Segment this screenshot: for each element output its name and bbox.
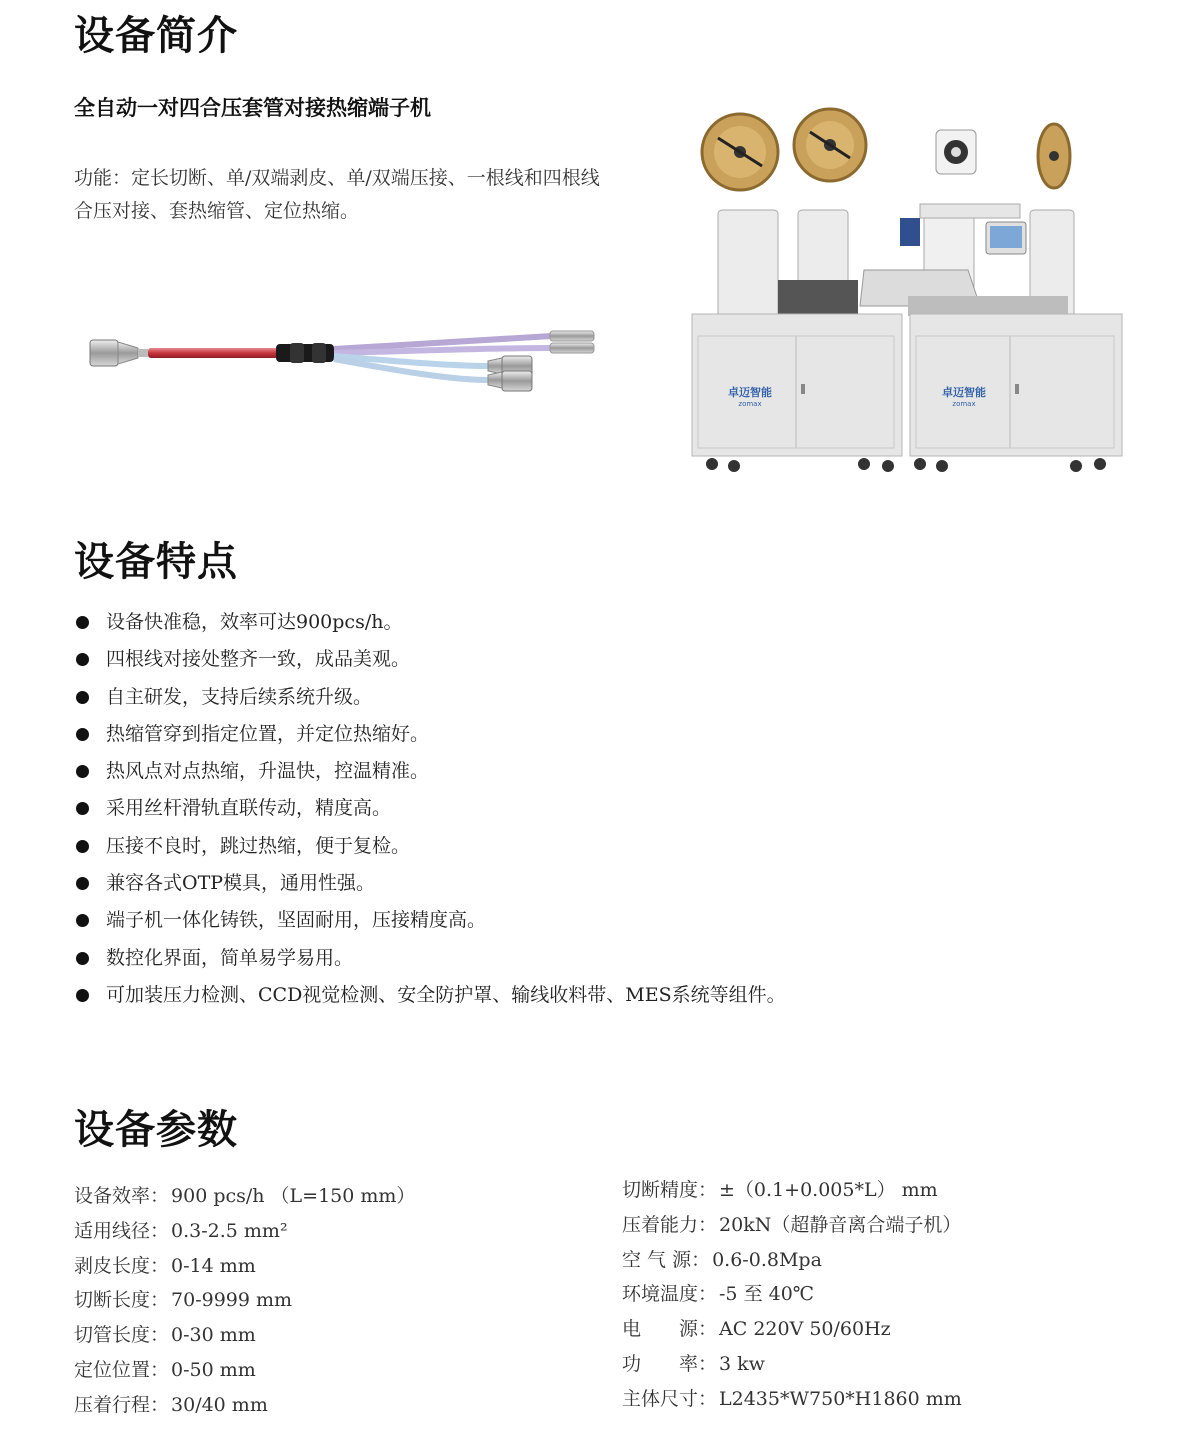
- machine-brand-right: 卓迈智能: [942, 386, 986, 399]
- bullet-icon: [76, 989, 89, 1002]
- param-row: [622, 1277, 962, 1312]
- machine-brand-left: 卓迈智能: [728, 386, 772, 399]
- param-label: 电 源：: [622, 1318, 718, 1341]
- param-row: [74, 1318, 415, 1353]
- param-row: [622, 1173, 962, 1208]
- param-value: 0-50 mm: [171, 1358, 256, 1381]
- param-row: [74, 1388, 415, 1423]
- param-label: 适用线径：: [74, 1219, 170, 1242]
- bullet-icon: [76, 728, 89, 741]
- feature-item: 端子机一体化铸铁，坚固耐用，压接精度高。: [74, 902, 786, 939]
- bullet-icon: [76, 952, 89, 965]
- param-value: -5 至 40℃: [719, 1283, 815, 1306]
- features-heading: 设备特点: [74, 539, 238, 585]
- param-row: [74, 1214, 415, 1249]
- param-label: 切断长度：: [74, 1289, 170, 1312]
- intro-heading: 设备简介: [74, 13, 238, 59]
- param-label: 功 率：: [622, 1352, 718, 1375]
- bullet-icon: [76, 802, 89, 815]
- param-value: 30/40 mm: [171, 1393, 268, 1416]
- feature-item: 可加装压力检测、CCD视觉检测、安全防护罩、输线收料带、MES系统等组件。: [74, 977, 786, 1014]
- feature-item: 设备快准稳，效率可达900pcs/h。: [74, 604, 786, 641]
- param-value: 900 pcs/h （L=150 mm）: [171, 1185, 416, 1207]
- param-value: 0-30 mm: [171, 1324, 256, 1347]
- param-label: 切管长度：: [74, 1324, 170, 1347]
- feature-item: 采用丝杆滑轨直联传动，精度高。: [74, 790, 786, 827]
- param-value: AC 220V 50/60Hz: [719, 1318, 891, 1341]
- param-label: 主体尺寸：: [622, 1387, 718, 1410]
- param-label: 压着行程：: [74, 1393, 170, 1416]
- params-right-list: [622, 1173, 962, 1417]
- param-value: ±（0.1+0.005*L） mm: [719, 1179, 938, 1201]
- function-text: 功能：定长切断、单/双端剥皮、单/双端压接、一根线和四根线合压对接、套热缩管、定位热缩。: [74, 167, 600, 222]
- reel-3: [1038, 124, 1070, 188]
- product-name: 全自动一对四合压套管对接热缩端子机: [74, 96, 431, 120]
- params-left-list: [74, 1179, 415, 1423]
- param-value: L2435*W750*H1860 mm: [719, 1387, 962, 1410]
- feature-item: 热风点对点热缩，升温快，控温精准。: [74, 753, 786, 790]
- param-label: 空 气 源：: [622, 1248, 711, 1271]
- param-row: [622, 1347, 962, 1382]
- param-row: [622, 1208, 962, 1243]
- param-row: [74, 1283, 415, 1318]
- param-value: 70-9999 mm: [171, 1289, 293, 1312]
- bullet-icon: [76, 765, 89, 778]
- feature-item: 四根线对接处整齐一致，成品美观。: [74, 641, 786, 678]
- param-value: 0.3-2.5 mm²: [171, 1219, 288, 1242]
- param-label: 定位位置：: [74, 1358, 170, 1381]
- param-row: [74, 1179, 415, 1214]
- param-label: 环境温度：: [622, 1283, 718, 1306]
- param-row: [622, 1243, 962, 1278]
- feature-item: 数控化界面，简单易学易用。: [74, 940, 786, 977]
- feature-item: 热缩管穿到指定位置，并定位热缩好。: [74, 716, 786, 753]
- feature-item: 自主研发，支持后续系统升级。: [74, 679, 786, 716]
- bullet-icon: [76, 840, 89, 853]
- features-list: [74, 604, 786, 1014]
- params-heading: 设备参数: [74, 1107, 238, 1153]
- param-label: 切断精度：: [622, 1179, 718, 1201]
- param-row: [622, 1382, 962, 1417]
- cable-product-image: [84, 318, 614, 408]
- param-label: 设备效率：: [74, 1185, 170, 1207]
- feature-item: 兼容各式OTP模具，通用性强。: [74, 865, 786, 902]
- reel-1: [702, 114, 778, 190]
- param-value: 20kN（超静音离合端子机）: [719, 1213, 962, 1236]
- bullet-icon: [76, 691, 89, 704]
- param-value: 0-14 mm: [171, 1254, 256, 1277]
- param-label: 压着能力：: [622, 1213, 718, 1236]
- param-value: 0.6-0.8Mpa: [712, 1248, 822, 1271]
- machine-image: [688, 100, 1128, 478]
- param-row: [74, 1353, 415, 1388]
- feature-item: 压接不良时，跳过热缩，便于复检。: [74, 828, 786, 865]
- bullet-icon: [76, 653, 89, 666]
- param-row: [622, 1312, 962, 1347]
- bullet-icon: [76, 914, 89, 927]
- param-label: 剥皮长度：: [74, 1254, 170, 1277]
- machine-brand-en-right: zomax: [952, 400, 976, 408]
- bullet-icon: [76, 877, 89, 890]
- bullet-icon: [76, 616, 89, 629]
- reel-2: [794, 109, 866, 181]
- param-value: 3 kw: [719, 1352, 765, 1375]
- param-row: [74, 1249, 415, 1284]
- machine-brand-en-left: zomax: [738, 400, 762, 408]
